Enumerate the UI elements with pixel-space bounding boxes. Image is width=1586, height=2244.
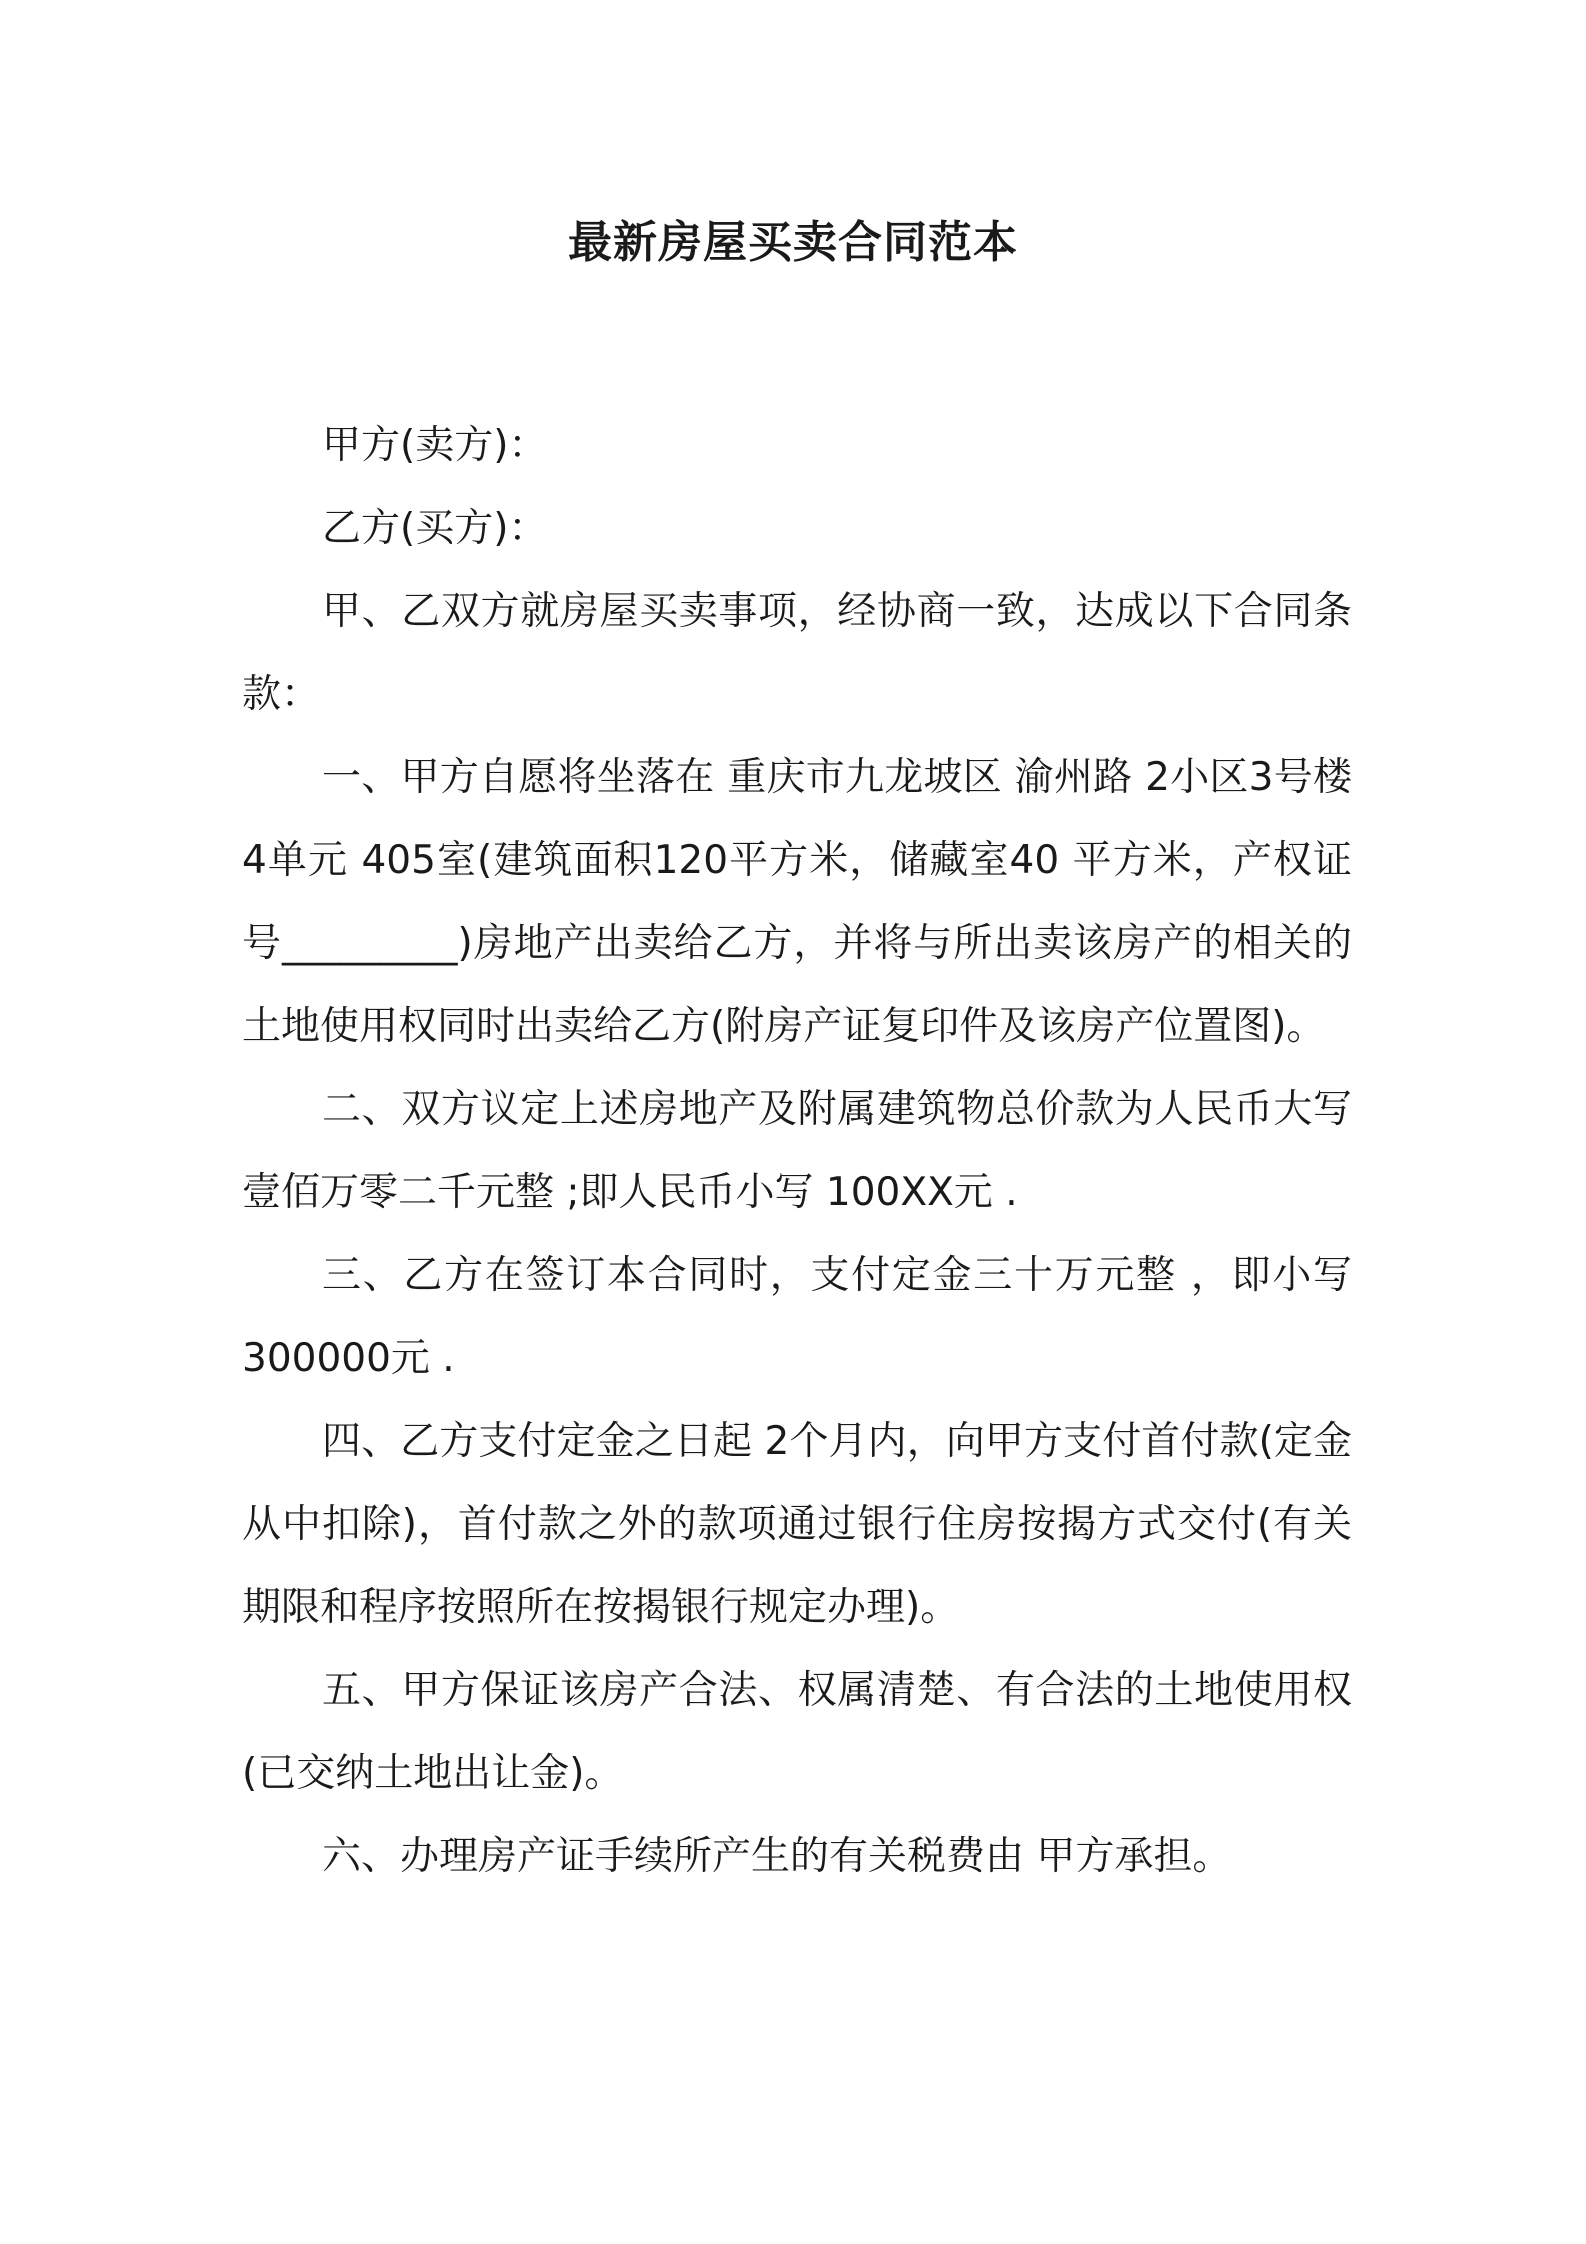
clause-1: 一、甲方自愿将坐落在 重庆市九龙坡区 渝州路 2小区3号楼 4单元 405室(建筑面积120平方米，储藏室40 平方米，产权证号_________)房地产出卖给乙方，并将与所出卖该房产的相关的土地使用权同时出卖给乙方(附房产证复印件及该房产位置图)。 — [242, 755, 1352, 1049]
clause-2: 二、双方议定上述房地产及附属建筑物总价款为人民币大写 壹佰万零二千元整 ;即人民币小写 100XX元 . — [242, 1087, 1352, 1215]
clause-6: 六、办理房产证手续所产生的有关税费由 甲方承担。 — [322, 1834, 1232, 1879]
party-a-line: 甲方(卖方)： — [322, 423, 548, 468]
party-b-line: 乙方(买方)： — [322, 506, 548, 551]
clause-4: 四、乙方支付定金之日起 2个月内，向甲方支付首付款(定金从中扣除)，首付款之外的款项通过银行住房按揭方式交付(有关期限和程序按照所在按揭银行规定办理)。 — [242, 1419, 1352, 1630]
document-body — [242, 404, 1352, 1898]
intro-paragraph: 甲、乙双方就房屋买卖事项，经协商一致，达成以下合同条款： — [242, 589, 1352, 717]
document-title: 最新房屋买卖合同范本 — [568, 217, 1018, 268]
clause-3: 三、乙方在签订本合同时，支付定金三十万元整 ，即小写 300000元 . — [242, 1253, 1352, 1381]
clause-5: 五、甲方保证该房产合法、权属清楚、有合法的土地使用权(已交纳土地出让金)。 — [242, 1668, 1352, 1796]
